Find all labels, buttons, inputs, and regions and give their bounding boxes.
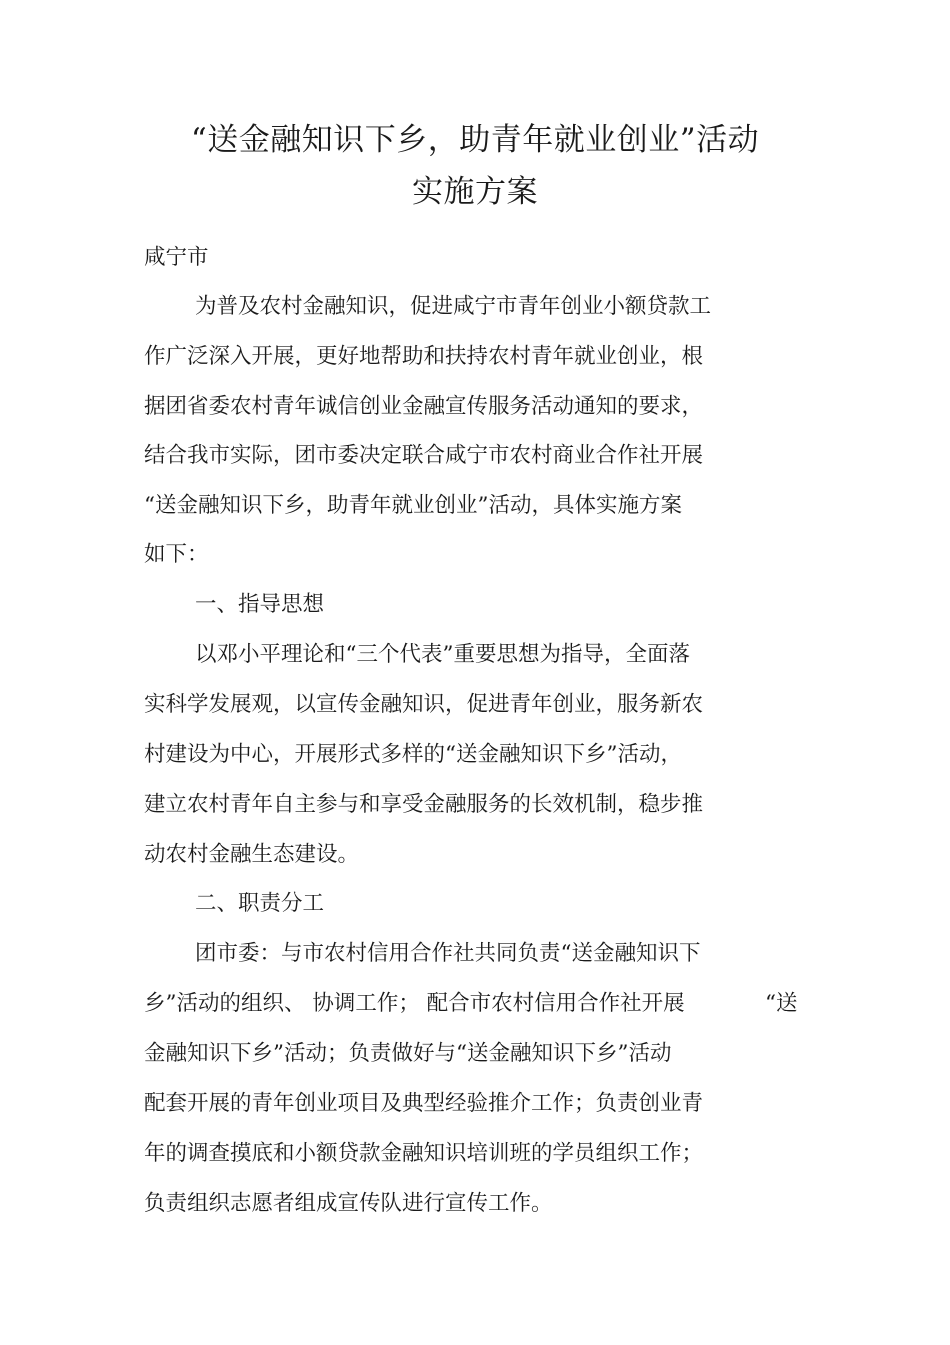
location-label: 咸宁市: [144, 245, 209, 270]
section2-line: 团市委：与市农村信用合作社共同负责“送金融知识下: [195, 941, 701, 966]
section2-line: 金融知识下乡”活动；负责做好与“送金融知识下乡”活动: [144, 1041, 672, 1066]
section2-line: 负责组织志愿者组成宣传队进行宣传工作。: [144, 1191, 553, 1216]
intro-line: 作广泛深入开展，更好地帮助和扶持农村青年就业创业，根: [144, 344, 704, 369]
intro-line: 据团省委农村青年诚信创业金融宣传服务活动通知的要求，: [144, 394, 704, 419]
intro-line: 如下：: [144, 542, 209, 567]
intro-line: 结合我市实际，团市委决定联合咸宁市农村商业合作社开展: [144, 443, 704, 468]
section2-line-tail: “送: [765, 991, 798, 1016]
section2-line: 乡”活动的组织、 协调工作； 配合市农村信用合作社开展: [144, 991, 685, 1016]
section1-line: 以邓小平理论和“三个代表”重要思想为指导，全面落: [195, 642, 690, 667]
section1-line: 动农村金融生态建设。: [144, 842, 360, 867]
document-title-line-2: 实施方案: [412, 174, 538, 210]
section1-line: 实科学发展观，以宣传金融知识，促进青年创业，服务新农: [144, 692, 704, 717]
section1-line: 建立农村青年自主参与和享受金融服务的长效机制，稳步推: [144, 792, 704, 817]
intro-line: 为普及农村金融知识，促进咸宁市青年创业小额贷款工: [195, 294, 712, 319]
section2-line: 年的调查摸底和小额贷款金融知识培训班的学员组织工作；: [144, 1141, 704, 1166]
section1-line: 村建设为中心，开展形式多样的“送金融知识下乡”活动，: [144, 742, 682, 767]
document-title-line-1: “送金融知识下乡，助青年就业创业”活动: [190, 122, 760, 158]
section-heading-responsibilities: 二、职责分工: [195, 891, 325, 916]
section-heading-guiding-thought: 一、指导思想: [195, 592, 325, 617]
intro-line: “送金融知识下乡，助青年就业创业”活动，具体实施方案: [144, 493, 682, 518]
section2-line: 配套开展的青年创业项目及典型经验推介工作；负责创业青: [144, 1091, 704, 1116]
